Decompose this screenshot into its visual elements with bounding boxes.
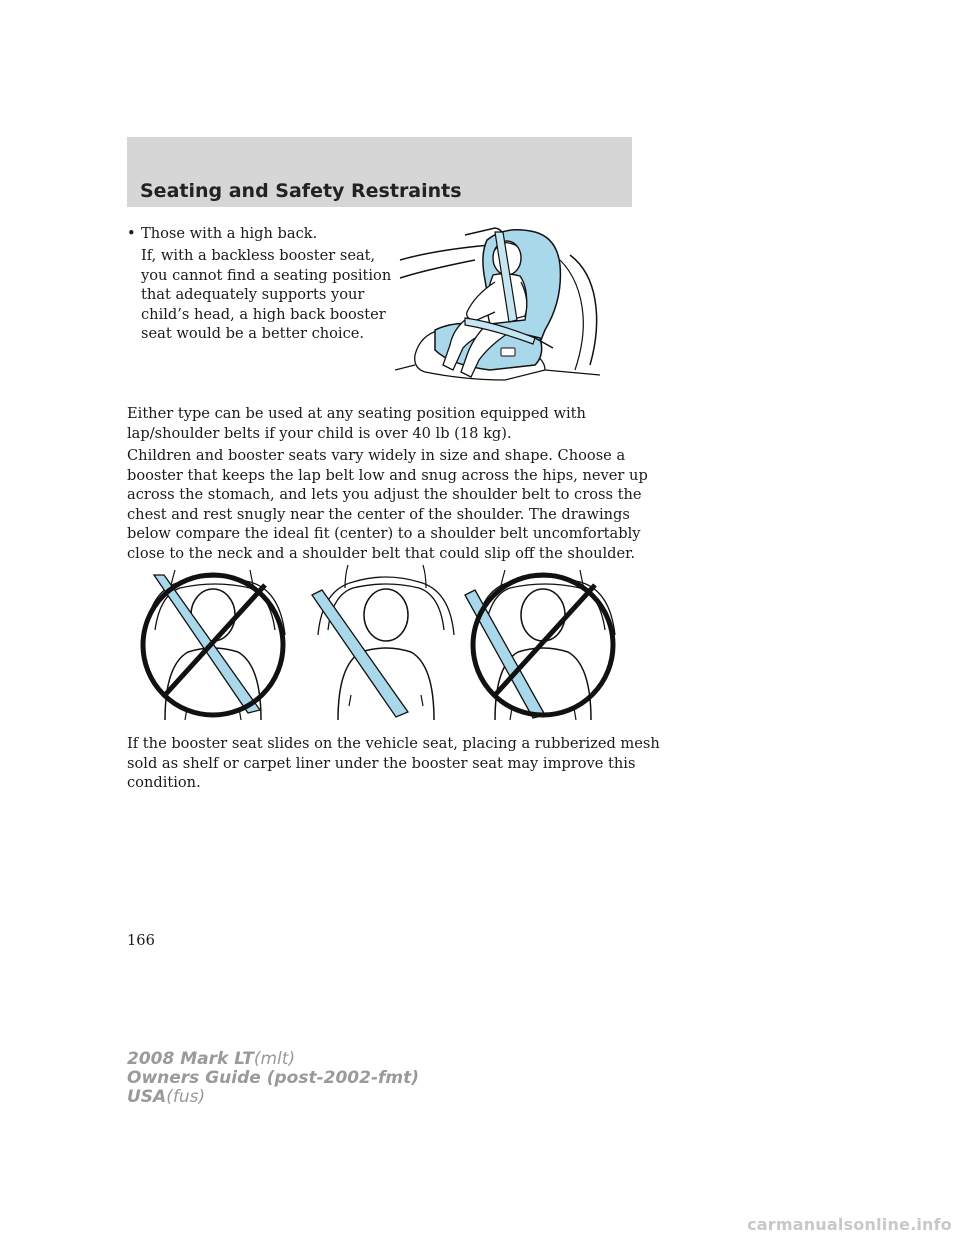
bullet-item-high-back — [127, 224, 317, 244]
high-back-explanation — [141, 246, 391, 344]
belt-eligibility-paragraph — [127, 404, 647, 443]
footer-model-line — [127, 1050, 419, 1069]
text-line: booster that keeps the lap belt low and snug across the hips, never up — [127, 466, 648, 484]
footer-market-code: (fus) — [166, 1087, 206, 1107]
footer-model: 2008 Mark LT — [127, 1049, 254, 1069]
belt-off-shoulder-figure — [465, 570, 615, 720]
booster-slide-paragraph — [127, 734, 660, 793]
footer-market-line — [127, 1088, 419, 1107]
text-line: close to the neck and a shoulder belt that could slip off the shoulder. — [127, 544, 636, 562]
text-line: If, with a backless booster seat, — [141, 247, 376, 264]
section-header-band — [127, 137, 632, 207]
text-line: across the stomach, and lets you adjust the shoulder belt to cross the — [127, 486, 642, 504]
text-line: chest and rest snugly near the center of the shoulder. The drawings — [127, 505, 630, 523]
belt-near-neck-figure — [143, 570, 285, 720]
text-line: condition. — [127, 774, 201, 792]
text-line: Either type can be used at any seating position equipped with — [127, 405, 586, 422]
text-line: that adequately supports your — [141, 286, 365, 304]
high-back-booster-illustration — [395, 220, 607, 390]
footer-model-code: (mlt) — [253, 1049, 296, 1069]
text-line: below compare the ideal fit (center) to a shoulder belt uncomfortably — [127, 525, 641, 543]
text-line: seat would be a better choice. — [141, 325, 365, 343]
text-line: you cannot find a seating position — [141, 266, 392, 284]
bullet-symbol: • — [127, 225, 136, 242]
footer-market: USA — [127, 1087, 167, 1107]
page-number: 166 — [127, 932, 155, 949]
shoulder-belt-fit-comparison — [140, 560, 620, 725]
document-footer — [127, 1050, 419, 1107]
text-line: lap/shoulder belts if your child is over 40 lb (18 kg). — [127, 424, 512, 442]
footer-guide-line: Owners Guide (post-2002-fmt) — [127, 1068, 420, 1088]
text-line: Children and booster seats vary widely in size and shape. Choose a — [127, 447, 626, 464]
section-title: Seating and Safety Restraints — [140, 180, 462, 202]
text-line: child’s head, a high back booster — [141, 305, 386, 323]
ideal-belt-fit-figure — [312, 565, 454, 720]
text-line: If the booster seat slides on the vehicle seat, placing a rubberized mesh — [127, 735, 660, 752]
belt-fit-paragraph — [127, 446, 647, 564]
text-line: sold as shelf or carpet liner under the booster seat may improve this — [127, 754, 636, 772]
bullet-text: Those with a high back. — [141, 225, 318, 242]
site-watermark: carmanualsonline.info — [747, 1215, 952, 1234]
